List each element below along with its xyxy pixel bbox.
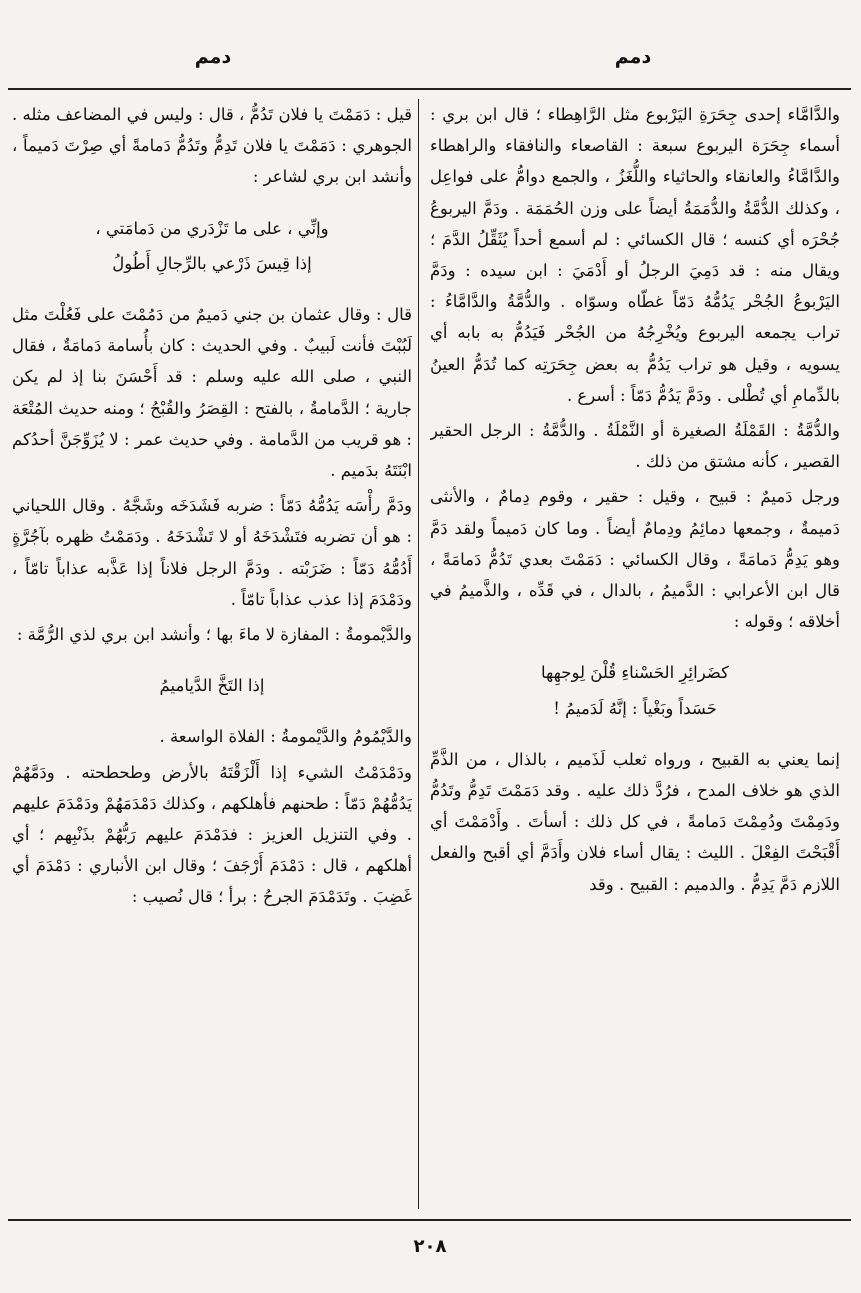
right-paragraph: والدُّمَّةُ : القَمْلَةُ الصغيرة أو النَّمْلَةُ . والدُّمَّةُ : الرجل الحقير القصير ، كأنه مشتق من ذلك . — [430, 421, 840, 472]
left-paragraph: قيل : دَمَمْتَ يا فلان تَدُمُّ ، قال : وليس في المضاعف مثله . الجوهري : دَمَمْتَ يا فلان تَدِمُّ وتَدُمُّ دَمامةً أي صِرْتَ دَميماً ، وأنشد ابن بري لشاعر : — [12, 105, 412, 187]
verse-line: حَسَداً وبَغْياً : إنَّهُ لَدَميمُ ! — [553, 698, 717, 718]
verse-line: إذا التَخَّ الدَّياميمُ — [159, 676, 265, 696]
column-divider — [418, 99, 419, 1209]
right-header-word: دمم — [614, 46, 652, 68]
verse-line: وإنِّي ، على ما تَزْدَري من دَمامَتي ، — [95, 218, 329, 238]
left-paragraph: والدَّيْمُومُ والدَّيْمومةُ : الفلاة الواسعة . — [159, 727, 412, 747]
top-rule — [8, 88, 851, 90]
right-paragraph: إنما يعني به القبيح ، ورواه ثعلب لَذَميم ، بالذال ، من الذَّمِّ الذي هو خلاف المدح ، فرُدَّ ذلك عليه . وقد دَمَمْتَ تَدِمُّ وتَدُمُّ ودَمِمْتَ ودُمِمْتَ دَمامةً ، في كل ذلك : أسأتَ . وأَدْمَمْتَ أي أَقْبَحْتَ الفِعْلَ . الليث : يقال أساء فلان وأَدَمَّ أي أقبح والفعل اللازم دَمَّ يَدِمُّ . والدميم : القبيح . وقد — [430, 749, 840, 894]
bottom-rule — [8, 1219, 851, 1221]
verse-line: إذا قِيسَ ذَرْعي بالرِّجالِ أَطُولُ — [112, 253, 312, 273]
left-paragraph: قال : وقال عثمان بن جني دَميمٌ من دَمُمْتَ على فَعُلْتَ مثل لَبُبْتَ فأنت لَبيبٌ . وفي الحديث : كان بأُسامة دَمامَةٌ ، فقال النبي ، صلى الله عليه وسلم : قد أَحْسَنَ بنا إذ لم يكن جارية ؛ الدَّمامةُ ، بالفتح : القِصَرُ والقُبْحُ ؛ ومنه حديث المُتْعَة : هو قريب من الدَّمامة . وفي حديث عمر : لا يُزَوِّجَنَّ أحدُكم ابْنَتَهُ بدَميم . — [12, 305, 412, 481]
left-paragraph: ودَمْدَمْتُ الشيء إذا أَلْزَقْتَهُ بالأرض وطحطحته . ودَمَّهُمْ يَدُمُّهُمْ دَمّاً : طحنهم فأهلكهم ، وكذلك دَمْدَمَهُمْ ودَمْدَمَ عليهم . وفي التنزيل العزيز : فدَمْدَمَ عليهم رَبُّهُمْ بذَنْبِهم ؛ أي أهلكهم ، قال : دَمْدَمَ أَرْجَفَ ؛ وقال ابن الأنباري : دَمْدَمَ أي غَضِبَ . وتَدَمْدَمَ الجرحُ : برأ ؛ قال نُصيب : — [12, 762, 412, 907]
right-paragraph: ورجل دَميمٌ : قبيح ، وقيل : حقير ، وقوم دِمامٌ ، والأنثى دَميمةٌ ، وجمعها دمائِمُ ودِمامٌ أيضاً . وما كان دَميماً ولقد دَمَّ وهو يَدِمُّ دَمامَةً ، وقال الكسائي : دَمَمْتَ بعدي تَدُمُّ دَمامَةً ، قال ابن الأعرابي : الدَّميمُ ، بالدال ، في قَدِّه ، والذَّميمُ في أخلاقه ؛ وقوله : — [430, 487, 840, 632]
left-paragraph: ودَمَّ رأْسَه يَدُمُّهُ دَمّاً : ضربه فَشَدَخَه وشَجَّهُ . وقال اللحياني : هو أن تضربه فتَشْدَخَهُ أو لا تَشْدَخَهُ . ودَمَمْتُ ظهره بآجُرَّةٍ أَدُمُّهُ دَمّاً : ضَرَبْته . ودَمَّ الرجل فلاناً إذا عَذَّبه عذاباً تامّاً ، ودَمْدَمَ إذا عذب عذاباً تامّاً . — [12, 496, 412, 609]
verse-line: كضَرائِرِ الحَسْناءِ قُلْنَ لِوجهِها — [541, 663, 729, 683]
left-header-word: دمم — [194, 46, 232, 68]
right-paragraph: والدَّامَّاء إحدى جِحَرَةِ اليَرْبوع مثل الرَّاهِطاء ؛ قال ابن بري : أسماء جِحَرَة اليربوع سبعة : القاصعاء والنافقاء والراهطاء والدَّامَّاءُ والعانقاء والحاثياء واللُّغَزُ ، والجمع دوامُّ على فواعِل ، وكذلك الدُّمَّةُ والدُّمَمَةُ أيضاً على وزن الحُمَمَة . ودَمَّ اليربوعُ جُحْرَه أي كنسه ؛ قال الكسائي : لم أسمع أحداً يُثَقِّلُ الدَّمَ ؛ ويقال منه : قد دَمِيَ الرجلُ أو أَدْمَيَ : ابن سيده : ودَمَّ اليَرْبوعُ الجُحْر يَدُمُّهُ دَمّاً غطّاه وسوّاه . والدُّمَّةُ والدَّامَّاءُ : تراب يجمعه اليربوع ويُخْرِجُهُ من الجُحْر فَيَدُمُّ به بابه أي يسويه ، وقيل هو تراب يَدُمُّ به بعض جِحَرَتِه كما تُدَمُّ العينُ بالدِّمامِ أي تُطْلى . ودَمَّ يَدُمُّ دَمّاً : أسرع . — [430, 105, 840, 405]
page-number: ٢٠٨ — [413, 1236, 447, 1257]
left-column — [12, 99, 412, 1209]
left-paragraph: والدَّيْمومةُ : المفازة لا ماءَ بها ؛ وأنشد ابن بري لذي الرُّمَّة : — [16, 625, 412, 645]
right-column — [430, 99, 840, 1209]
